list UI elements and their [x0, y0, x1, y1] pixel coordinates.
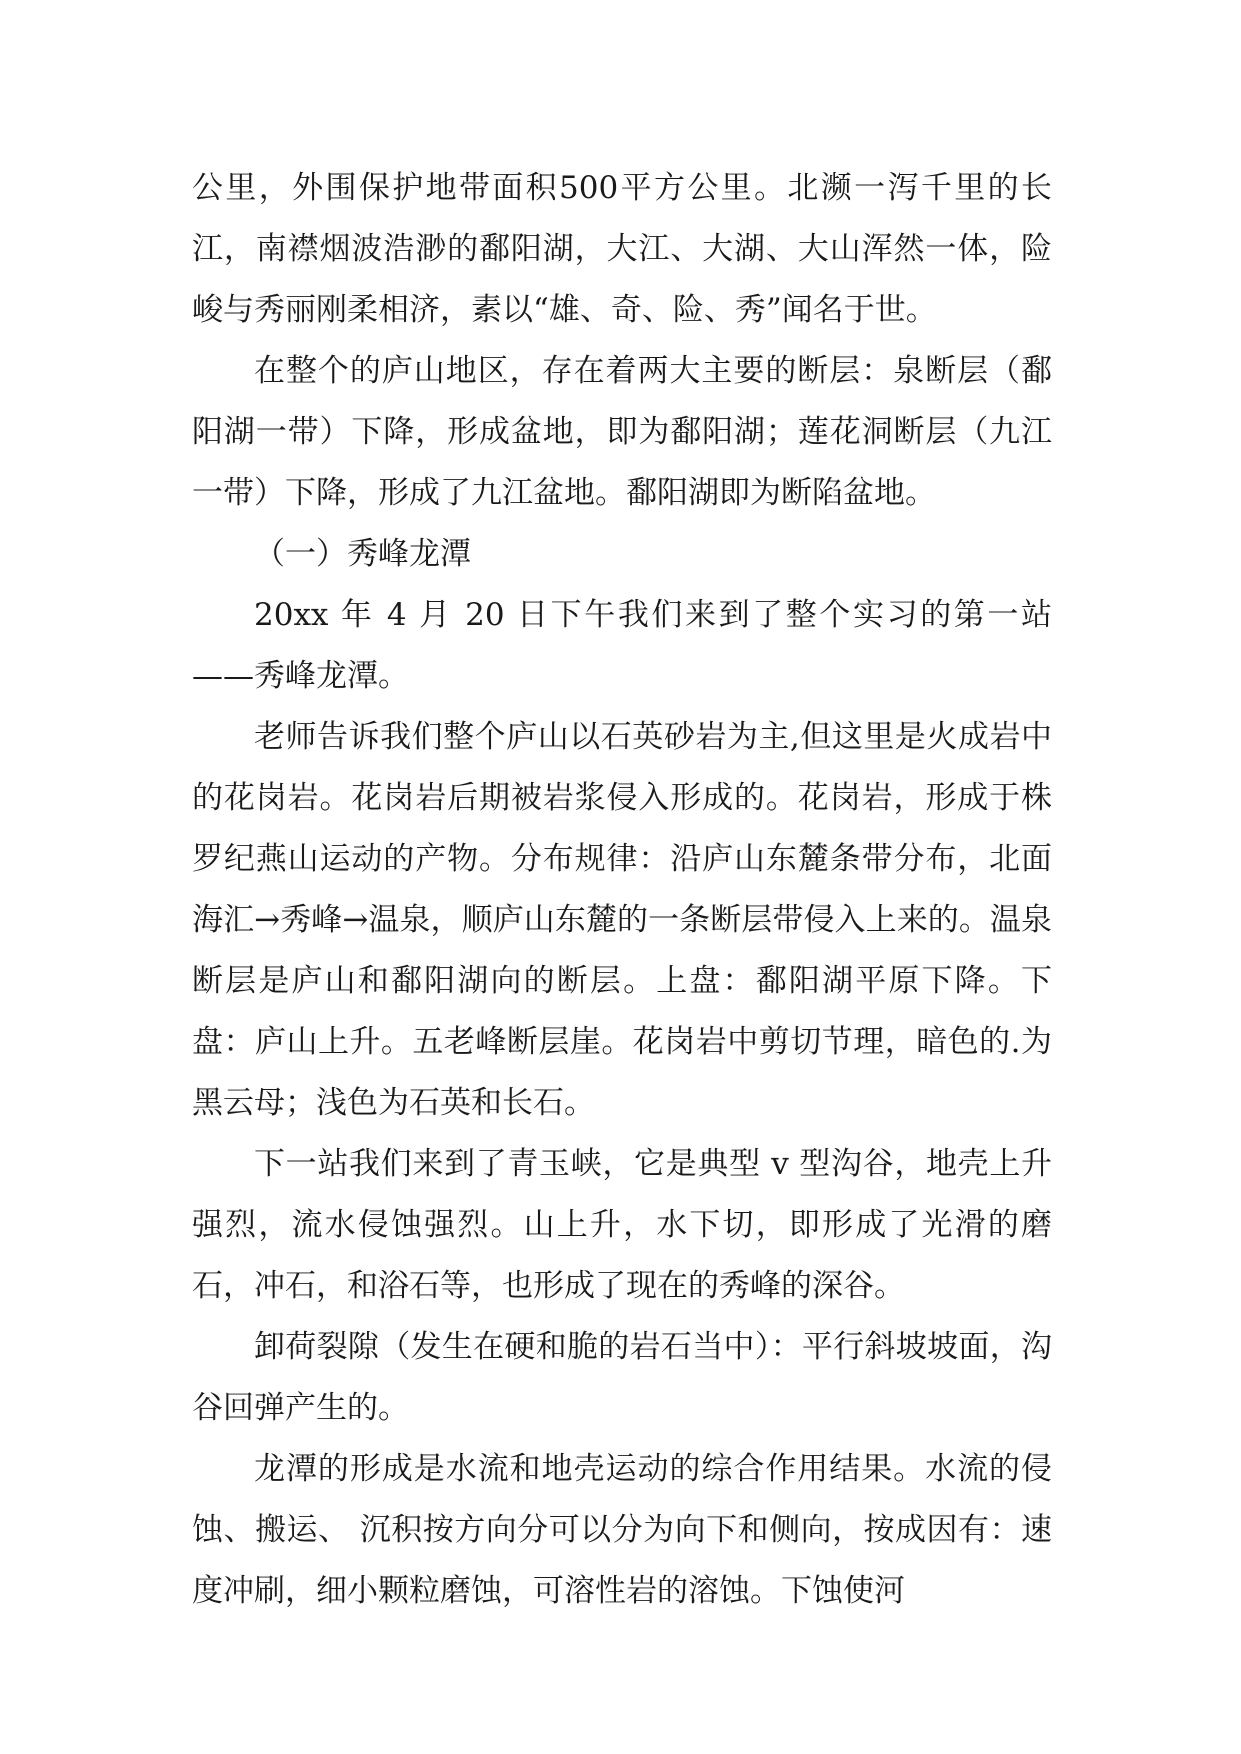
paragraph-3: 20xx 年 4 月 20 日下午我们来到了整个实习的第一站——秀峰龙潭。	[192, 597, 1052, 694]
paragraph-7: 龙潭的形成是水流和地壳运动的综合作用结果。水流的侵蚀、搬运、 沉积按方向分可以分为向下和侧向，按成因有：速度冲刷，细小颗粒磨蚀，可溶性岩的溶蚀。下蚀使河	[192, 1451, 1052, 1609]
paragraph-6: 卸荷裂隙（发生在硬和脆的岩石当中）：平行斜坡坡面，沟谷回弹产生的。	[192, 1329, 1052, 1426]
paragraph-2: 在整个的庐山地区，存在着两大主要的断层：泉断层（鄱阳湖一带）下降，形成盆地，即为鄱阳湖；莲花洞断层（九江一带）下降，形成了九江盆地。鄱阳湖即为断陷盆地。	[192, 353, 1052, 511]
paragraph-5: 下一站我们来到了青玉峡，它是典型 v 型沟谷，地壳上升强烈，流水侵蚀强烈。山上升，水下切，即形成了光滑的磨石，冲石，和浴石等，也形成了现在的秀峰的深谷。	[192, 1146, 1052, 1304]
paragraph-4: 老师告诉我们整个庐山以石英砂岩为主,但这里是火成岩中的花岗岩。花岗岩后期被岩浆侵入形成的。花岗岩，形成于株罗纪燕山运动的产物。分布规律：沿庐山东麓条带分布，北面海汇→秀峰→温泉，顺庐山东麓的一条断层带侵入上来的。温泉断层是庐山和鄱阳湖向的断层。上盘：鄱阳湖平原下降。下盘：庐山上升。五老峰断层崖。花岗岩中剪切节理，暗色的.为黑云母；浅色为石英和长石。	[192, 719, 1052, 1121]
document-body	[192, 158, 1052, 1622]
paragraph-1: 公里，外围保护地带面积500平方公里。北濒一泻千里的长江，南襟烟波浩渺的鄱阳湖，大江、大湖、大山浑然一体，险峻与秀丽刚柔相济，素以“雄、奇、险、秀”闻名于世。	[192, 170, 1052, 328]
section-heading: （一）秀峰龙潭	[254, 536, 471, 572]
